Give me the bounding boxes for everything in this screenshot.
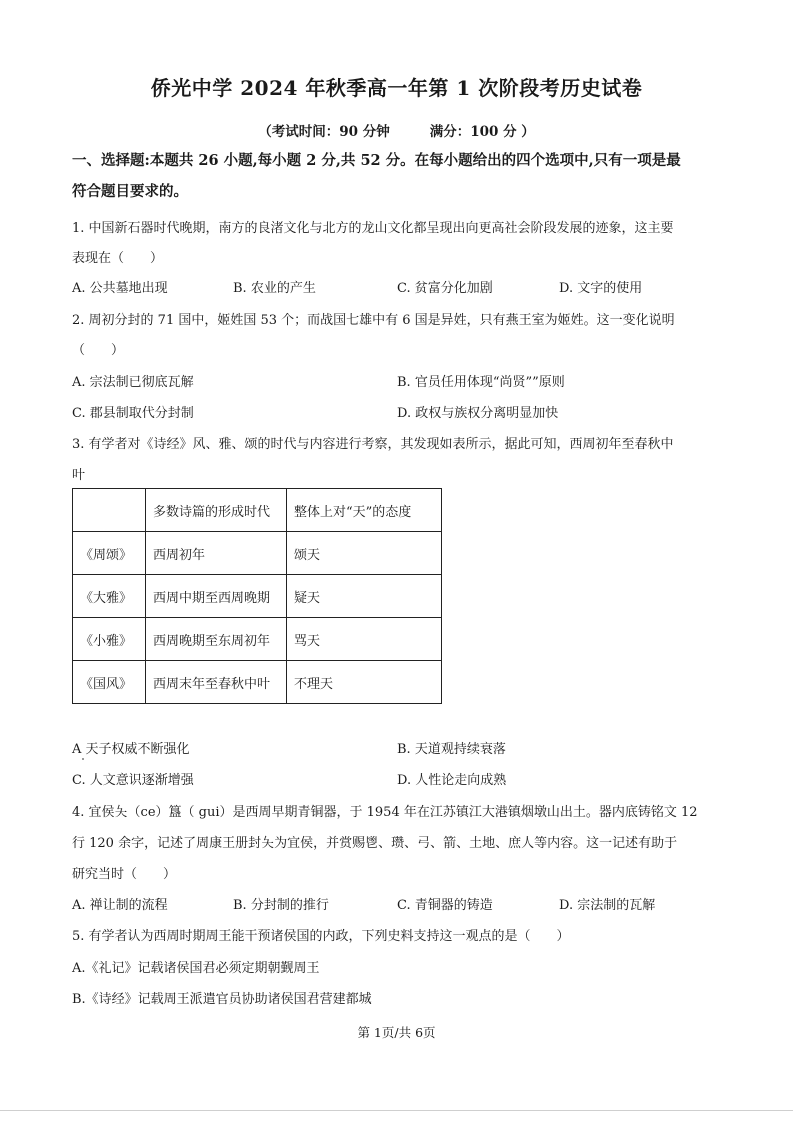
question-1-option-d: D. 文字的使用 — [559, 281, 643, 296]
table-cell: 《周颂》 — [73, 532, 146, 575]
table-cell: 西周初年 — [146, 532, 287, 575]
question-1-option-a: A. 公共墓地出现 — [72, 281, 168, 296]
question-3-stem-line2: 叶 — [72, 468, 86, 483]
question-2-option-b: B. 官员任用体现“尚贤””原则 — [397, 375, 565, 390]
question-4-stem-line3: 研究当时（ ） — [72, 867, 177, 882]
question-2-option-d: D. 政权与族权分离明显加快 — [397, 406, 559, 421]
question-4-stem-line1: 4. 宜侯夨（ce）簋（ gui）是西周早期青铜器，于 1954 年在江苏镇江大港镇烟墩山出土。器内底铸铭文 12 — [72, 805, 698, 820]
table-header-cell — [73, 489, 146, 532]
table-cell: 《国风》 — [73, 661, 146, 704]
table-header-cell: 整体上对“天”的态度 — [287, 489, 442, 532]
table-cell: 西周中期至西周晚期 — [146, 575, 287, 618]
table-row — [73, 661, 442, 704]
question-4-option-d: D. 宗法制的瓦解 — [559, 898, 656, 913]
question-4-stem-line2: 行 120 余字，记述了周康王册封夨为宜侯，并赏赐鬯、瓒、弓、箭、土地、庶人等内容。这一记述有助于 — [72, 836, 678, 851]
table-row — [73, 532, 442, 575]
table-row — [73, 618, 442, 661]
question-1-stem-line2: 表现在（ ） — [72, 251, 164, 266]
exam-info — [0, 120, 793, 140]
table-cell: 骂天 — [287, 618, 442, 661]
section-heading-line1: 一、选择题:本题共 26 小题,每小题 2 分,共 52 分。在每小题给出的四个选项中,只有一项是最 — [72, 152, 681, 169]
table-header-cell: 多数诗篇的形成时代 — [146, 489, 287, 532]
section-heading-line2: 符合题目要求的。 — [72, 183, 188, 200]
table-cell: 疑天 — [287, 575, 442, 618]
question-5-option-b: B.《诗经》记载周王派遣官员协助诸侯国君营建都城 — [72, 992, 372, 1007]
poetry-table — [72, 488, 442, 704]
table-cell: 西周晚期至东周初年 — [146, 618, 287, 661]
table-cell: 不理天 — [287, 661, 442, 704]
table-cell: 《大雅》 — [73, 575, 146, 618]
exam-score: 满分：100 分 ） — [429, 124, 535, 140]
exam-time: （考试时间：90 分钟 — [258, 124, 390, 140]
question-4-option-a: A. 禅让制的流程 — [72, 898, 168, 913]
question-5-option-a: A.《礼记》记载诸侯国君必须定期朝觐周王 — [72, 961, 320, 976]
bottom-divider — [0, 1110, 793, 1111]
question-3-option-c: C. 人文意识逐渐增强 — [72, 773, 194, 788]
table-cell: 《小雅》 — [73, 618, 146, 661]
question-2-stem-line2: （ ） — [72, 343, 125, 358]
question-3-option-d: D. 人性论走向成熟 — [397, 773, 507, 788]
question-3-option-b: B. 天道观持续衰落 — [397, 742, 506, 757]
table-header-row — [73, 489, 442, 532]
question-1-option-c: C. 贫富分化加剧 — [397, 281, 493, 296]
question-3-stem-line1: 3. 有学者对《诗经》风、雅、颂的时代与内容进行考察，其发现如表所示，据此可知，西周初年至春秋中 — [72, 437, 674, 452]
question-2-option-c: C. 郡县制取代分封制 — [72, 406, 194, 421]
question-2-option-a: A. 宗法制已彻底瓦解 — [72, 375, 194, 390]
question-4-option-b: B. 分封制的推行 — [233, 898, 329, 913]
question-1-option-b: B. 农业的产生 — [233, 281, 316, 296]
page-title: 侨光中学 2024 年秋季高一年第 1 次阶段考历史试卷 — [150, 76, 643, 100]
question-1-stem-line1: 1. 中国新石器时代晚期，南方的良渚文化与北方的龙山文化都呈现出向更高社会阶段发展的迹象，这主要 — [72, 221, 674, 236]
stray-dot-mark — [82, 758, 84, 760]
question-2-stem-line1: 2. 周初分封的 71 国中，姬姓国 53 个；而战国七雄中有 6 国是异姓，只有燕王室为姬姓。这一变化说明 — [72, 313, 675, 328]
question-3-option-a: A 天子权威不断强化 — [72, 742, 190, 757]
table-row — [73, 575, 442, 618]
question-4-option-c: C. 青铜器的铸造 — [397, 898, 493, 913]
table-cell: 西周末年至春秋中叶 — [146, 661, 287, 704]
question-5-stem: 5. 有学者认为西周时期周王能干预诸侯国的内政，下列史料支持这一观点的是（ ） — [72, 929, 570, 944]
table-cell: 颂天 — [287, 532, 442, 575]
page-number: 第 1页/共 6页 — [357, 1025, 436, 1040]
